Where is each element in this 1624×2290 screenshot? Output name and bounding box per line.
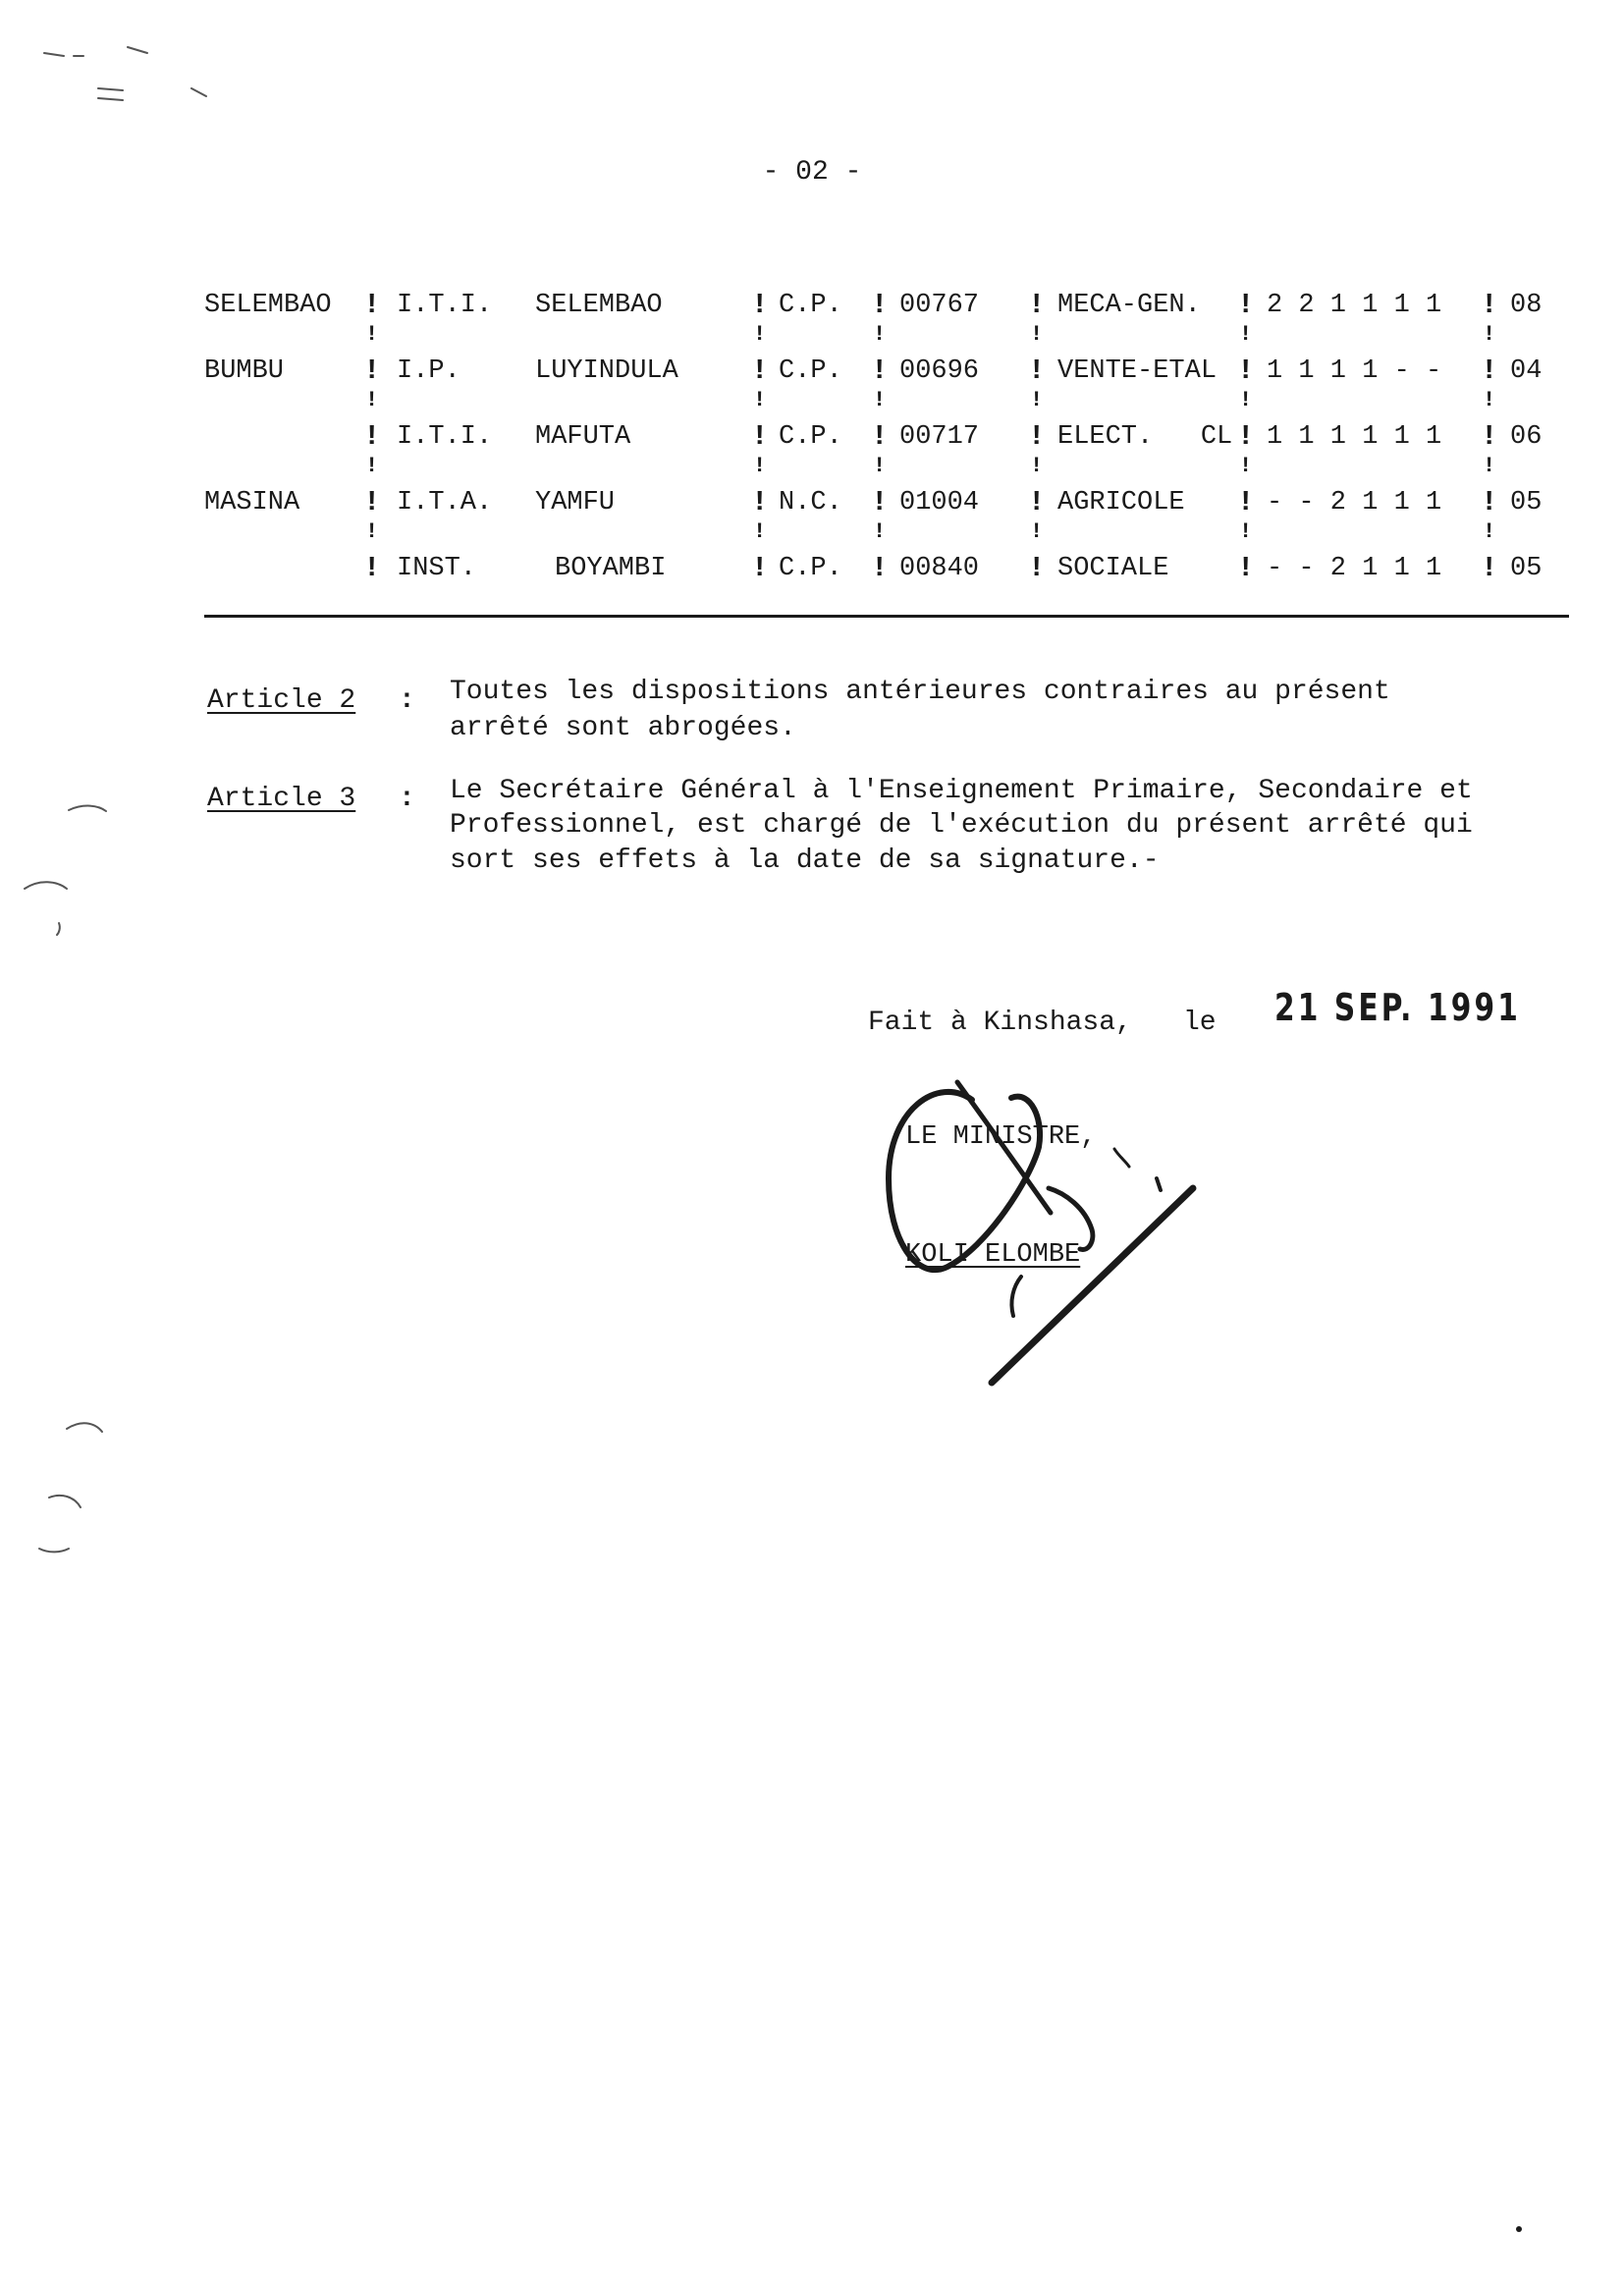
option-cell: VENTE-ETAL xyxy=(1057,356,1218,386)
school-type-cell: I.P. xyxy=(397,356,460,386)
code-cell: 00840 xyxy=(899,554,980,583)
article-text-line: Le Secrétaire Général à l'Enseignement Primaire, Secondaire et xyxy=(450,776,1473,806)
minister-name: KOLI ELOMBE xyxy=(905,1240,1081,1270)
commune-cell: MASINA xyxy=(204,488,300,518)
page-number: - 02 - xyxy=(762,157,862,188)
article-label: Article 2 xyxy=(207,685,356,716)
status-cell: N.C. xyxy=(779,488,842,518)
code-cell: 00696 xyxy=(899,356,980,386)
school-name-cell: LUYINDULA xyxy=(535,356,678,386)
total-cell: 04 xyxy=(1510,356,1543,386)
le-text: le xyxy=(1183,1008,1217,1038)
school-type-cell: INST. xyxy=(397,554,477,583)
marks-cell: 2 2 1 1 1 1 xyxy=(1267,291,1442,320)
speck xyxy=(1516,2226,1522,2232)
article-text-line: Professionnel, est chargé de l'exécution du présent arrêté qui xyxy=(450,810,1473,841)
option-cell: SOCIALE xyxy=(1057,554,1169,583)
total-cell: 05 xyxy=(1510,554,1543,583)
date-stamp: 21 SEP. 1991 xyxy=(1274,986,1521,1029)
option-cell: MECA-GEN. xyxy=(1057,291,1201,320)
total-cell: 08 xyxy=(1510,291,1543,320)
status-cell: C.P. xyxy=(779,291,842,320)
marks-cell: 1 1 1 1 - - xyxy=(1267,356,1442,386)
article-colon: : xyxy=(399,685,415,716)
marks-cell: - - 2 1 1 1 xyxy=(1267,554,1442,583)
total-cell: 06 xyxy=(1510,422,1543,452)
school-name-cell: YAMFU xyxy=(535,488,616,518)
option-cell: ELECT. CL xyxy=(1057,422,1233,452)
commune-cell: SELEMBAO xyxy=(204,291,332,320)
school-name-cell: BOYAMBI xyxy=(555,554,667,583)
code-cell: 00717 xyxy=(899,422,980,452)
signature-mark xyxy=(889,1082,1193,1383)
school-type-cell: I.T.I. xyxy=(397,291,493,320)
marks-cell: 1 1 1 1 1 1 xyxy=(1267,422,1442,452)
status-cell: C.P. xyxy=(779,554,842,583)
article-text-line: arrêté sont abrogées. xyxy=(450,713,796,743)
school-name-cell: SELEMBAO xyxy=(535,291,663,320)
place-text: Fait à Kinshasa, xyxy=(868,1008,1132,1038)
option-cell: AGRICOLE xyxy=(1057,488,1185,518)
article-label: Article 3 xyxy=(207,784,356,814)
total-cell: 05 xyxy=(1510,488,1543,518)
school-type-cell: I.T.A. xyxy=(397,488,493,518)
code-cell: 00767 xyxy=(899,291,980,320)
article-text-line: Toutes les dispositions antérieures contraires au présent xyxy=(450,677,1390,707)
marks-cell: - - 2 1 1 1 xyxy=(1267,488,1442,518)
commune-cell: BUMBU xyxy=(204,356,285,386)
article-colon: : xyxy=(399,784,415,814)
article-text-line: sort ses effets à la date de sa signature.- xyxy=(450,845,1160,876)
status-cell: C.P. xyxy=(779,422,842,452)
status-cell: C.P. xyxy=(779,356,842,386)
code-cell: 01004 xyxy=(899,488,980,518)
school-type-cell: I.T.I. xyxy=(397,422,493,452)
scan-marks xyxy=(25,47,206,1552)
minister-title: LE MINISTRE, xyxy=(905,1122,1097,1152)
school-name-cell: MAFUTA xyxy=(535,422,631,452)
